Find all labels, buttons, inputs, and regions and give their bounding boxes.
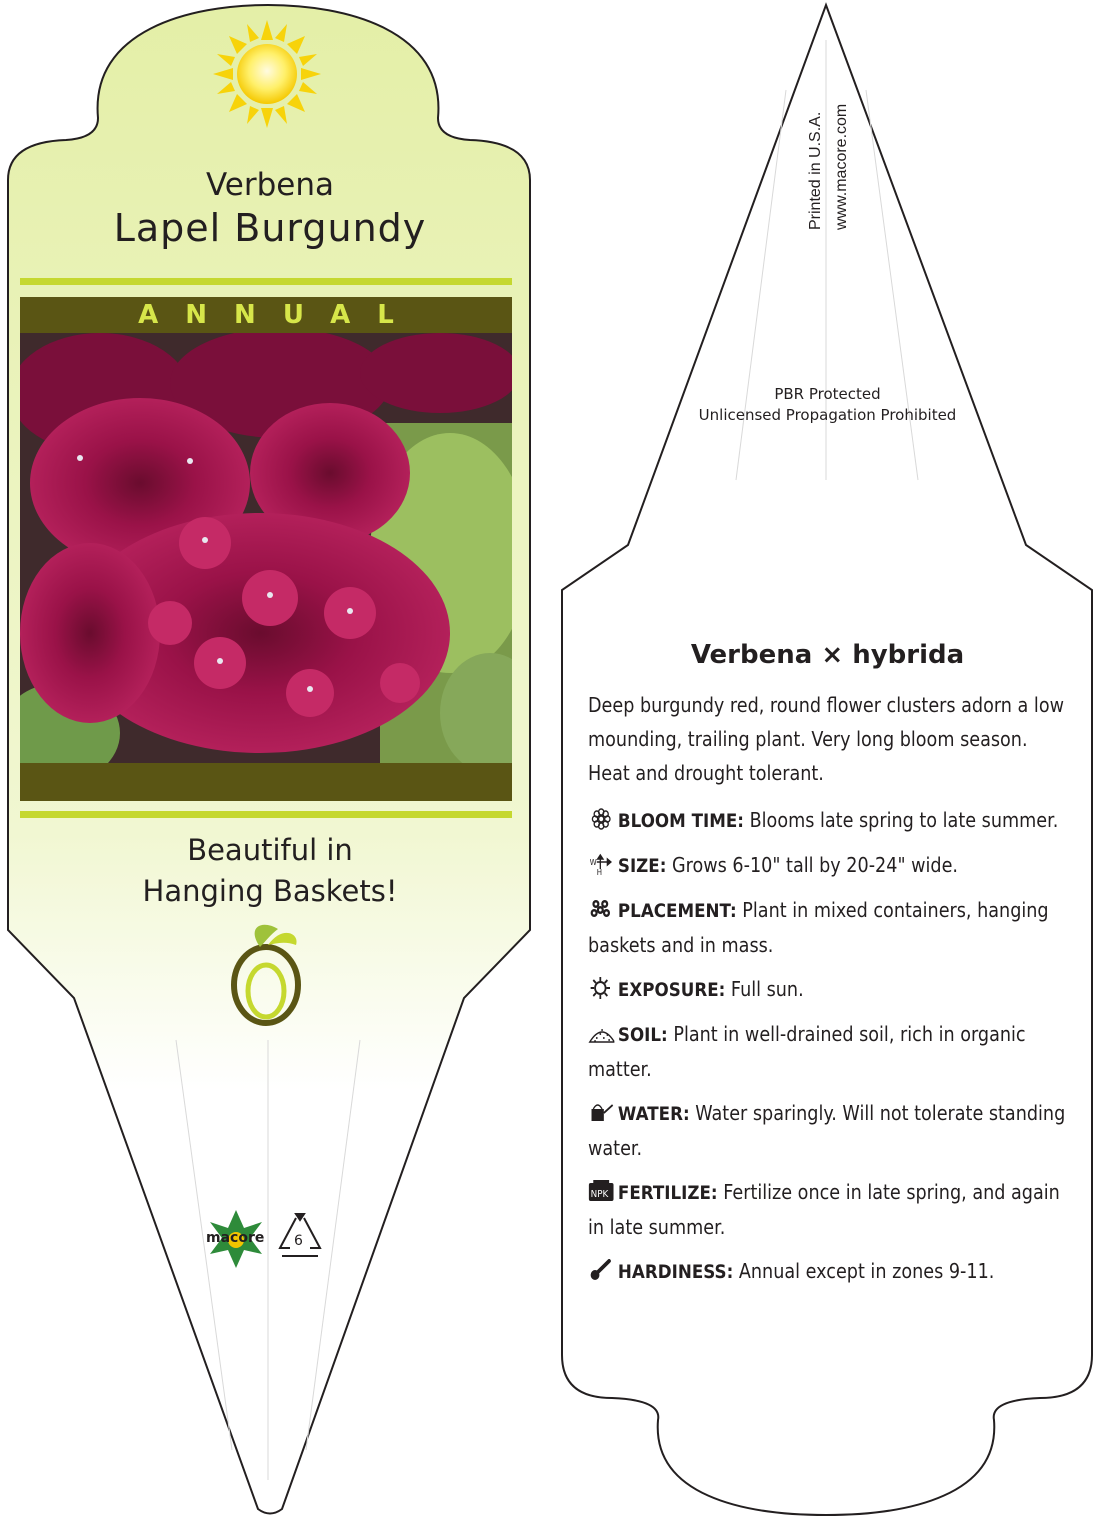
care-label: PLACEMENT: [617, 900, 737, 922]
care-text: Water sparingly. Will not tolerate standing water. [588, 1101, 1066, 1160]
watering-can-icon [588, 1101, 614, 1123]
care-text: Fertilize once in late spring, and again in late summer. [588, 1180, 1060, 1239]
cultivar-title: Lapel Burgundy [113, 206, 427, 250]
care-label: EXPOSURE: [617, 979, 726, 1001]
care-text: Blooms late spring to late summer. [749, 808, 1059, 832]
care-text: Grows 6-10" tall by 20-24" wide. [672, 853, 959, 877]
care-label: SIZE: [617, 855, 667, 877]
pbr-line-1: PBR Protected [774, 385, 881, 403]
website: www.macore.com [833, 103, 850, 230]
care-label: SOIL: [617, 1024, 668, 1046]
svg-text:H: H [596, 867, 603, 875]
tagline-line-2: Hanging Baskets! [142, 874, 398, 908]
genus-title: Verbena [205, 167, 334, 203]
macore-logo-text: macore [206, 1230, 265, 1246]
sun-icon [213, 20, 321, 128]
photo-bottom-band [20, 763, 512, 801]
size-icon [588, 853, 614, 875]
printer-info [803, 104, 855, 230]
care-text: Annual except in zones 9-11. [738, 1259, 995, 1283]
npk-icon [588, 1180, 614, 1202]
care-text: Plant in mixed containers, hanging baskets and in mass. [588, 898, 1049, 957]
placement-icon [588, 898, 614, 920]
tagline-line-1: Beautiful in [187, 833, 353, 867]
care-fertilize [588, 1175, 1068, 1244]
recycle-number: 6 [294, 1233, 303, 1249]
plant-description: Deep burgundy red, round flower clusters adorn a low mounding, trailing plant. Very long bloom season. Heat and drought tolerant. [588, 693, 1064, 785]
category-band: ANNUAL [20, 297, 512, 333]
care-water [588, 1096, 1068, 1165]
svg-text:NPK: NPK [590, 1188, 609, 1201]
care-label: WATER: [617, 1103, 690, 1125]
svg-text:W: W [589, 857, 597, 868]
care-label: HARDINESS: [617, 1261, 734, 1283]
pbr-line-2: Unlicensed Propagation Prohibited [698, 406, 957, 424]
care-bloom-time [588, 803, 1068, 838]
care-hardiness [588, 1254, 1068, 1289]
pbr-notice [660, 384, 995, 426]
printed-in: Printed in U.S.A. [807, 111, 824, 230]
flower-photo [20, 333, 512, 763]
thermometer-icon [588, 1259, 614, 1281]
care-label: BLOOM TIME: [617, 810, 744, 832]
scientific-name: Verbena × hybrida [690, 640, 965, 670]
flower-icon [588, 808, 614, 830]
tagline [15, 830, 525, 912]
care-text: Plant in well-drained soil, rich in organic matter. [588, 1022, 1026, 1081]
soil-icon [588, 1022, 614, 1044]
care-label: FERTILIZE: [617, 1182, 718, 1204]
sun-outline-icon [588, 977, 614, 999]
care-placement [588, 893, 1068, 962]
care-size [588, 848, 1068, 883]
care-text: Full sun. [730, 977, 804, 1001]
care-list [588, 803, 1068, 1299]
care-soil [588, 1017, 1068, 1086]
care-exposure [588, 972, 1068, 1007]
